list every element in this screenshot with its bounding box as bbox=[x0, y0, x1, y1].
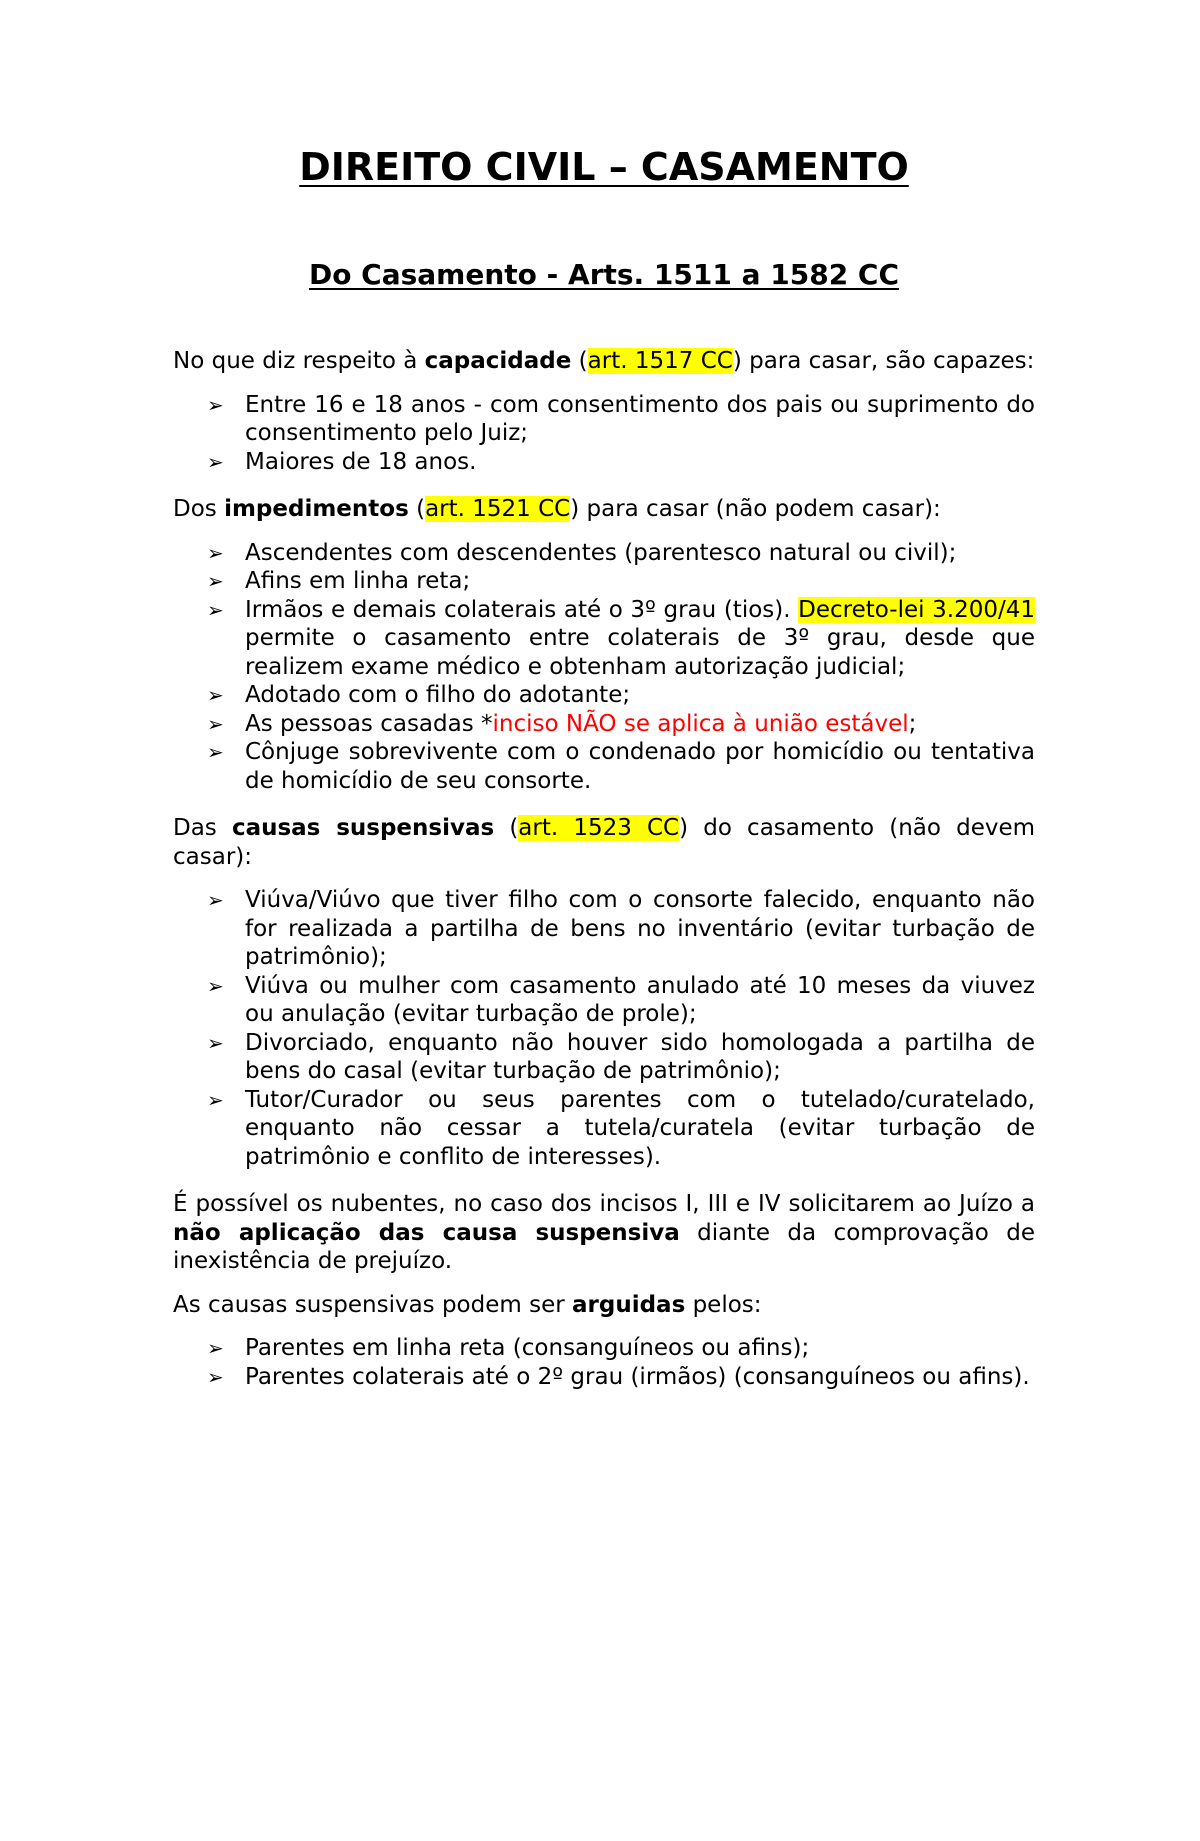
list-item: ➢ Parentes em linha reta (consanguíneos ou afins); bbox=[207, 1335, 810, 1361]
list-item: ➢ Entre 16 e 18 anos - com consentimento dos pais ou suprimento do consentimento pelo Juiz; bbox=[207, 391, 1035, 446]
arrow-bullet-icon: ➢ bbox=[207, 449, 224, 474]
list-item: ➢ Viúva ou mulher com casamento anulado até 10 meses da viuvez ou anulação (evitar turbação de prole); bbox=[207, 972, 1035, 1027]
arrow-bullet-icon: ➢ bbox=[207, 740, 224, 764]
impedimentos-intro: Dos impedimentos (art. 1521 CC) para casar (não podem casar): bbox=[173, 496, 941, 522]
article-ref-highlight: art. 1517 CC bbox=[587, 348, 733, 374]
list-item: ➢ Maiores de 18 anos. bbox=[207, 448, 477, 475]
section-subtitle: Do Casamento - Arts. 1511 a 1582 CC bbox=[308, 258, 900, 291]
suspensivas-intro: Das causas suspensivas (art. 1523 CC) do casamento (não devem casar): bbox=[173, 815, 1036, 870]
arrow-bullet-icon: ➢ bbox=[207, 540, 224, 565]
list-item: ➢ Tutor/Curador ou seus parentes com o tutelado/curatelado, enquanto não cessar a tutela/curatela (evitar turbação de patrimônio e conflito de interesses). bbox=[207, 1086, 1035, 1170]
list-item: ➢ Parentes colaterais até o 2º grau (irmãos) (consanguíneos ou afins). bbox=[207, 1363, 1030, 1390]
list-item: ➢ Irmãos e demais colaterais até o 3º grau (tios). Decreto-lei 3.200/41 permite o casamento entre colaterais de 3º grau, desde que realizem exame médico e obtenham autorização judicial; bbox=[207, 596, 1035, 680]
arrow-bullet-icon: ➢ bbox=[207, 392, 224, 417]
arrow-bullet-icon: ➢ bbox=[207, 711, 224, 736]
list-item: ➢ Ascendentes com descendentes (parentesco natural ou civil); bbox=[207, 539, 957, 566]
suspensivas-term: causas suspensivas bbox=[231, 815, 495, 841]
decree-ref-highlight: Decreto-lei 3.200/41 bbox=[798, 596, 1035, 623]
document-page bbox=[0, 143, 1200, 1841]
arguidas-term: arguidas bbox=[572, 1291, 686, 1318]
nubentes-term: não aplicação das causa suspensiva bbox=[173, 1219, 680, 1246]
article-ref-highlight: art. 1521 CC bbox=[425, 496, 571, 522]
arrow-bullet-icon: ➢ bbox=[207, 1030, 224, 1055]
list-item: ➢ Cônjuge sobrevivente com o condenado por homicídio ou tentativa de homicídio de seu consorte. bbox=[207, 739, 1035, 794]
arrow-bullet-icon: ➢ bbox=[207, 1336, 224, 1360]
arguidas-intro: As causas suspensivas podem ser arguidas pelos: bbox=[173, 1291, 762, 1318]
list-item: ➢ Adotado com o filho do adotante; bbox=[207, 682, 631, 708]
list-item: ➢ Afins em linha reta; bbox=[207, 568, 471, 594]
list-item: ➢ Divorciado, enquanto não houver sido homologada a partilha de bens do casal (evitar turbação de patrimônio); bbox=[207, 1029, 1035, 1084]
arrow-bullet-icon: ➢ bbox=[207, 683, 224, 707]
capacidade-intro: No que diz respeito à capacidade (art. 1517 CC) para casar, são capazes: bbox=[173, 348, 1035, 374]
capacidade-list bbox=[173, 391, 1035, 477]
impedimentos-list bbox=[173, 539, 1035, 796]
list-item: ➢ As pessoas casadas *inciso NÃO se aplica à união estável; bbox=[207, 710, 917, 737]
arrow-bullet-icon: ➢ bbox=[207, 597, 224, 622]
arrow-bullet-icon: ➢ bbox=[207, 1087, 224, 1112]
arrow-bullet-icon: ➢ bbox=[207, 888, 224, 912]
red-note: inciso NÃO se aplica à união estável bbox=[492, 710, 909, 737]
arrow-bullet-icon: ➢ bbox=[207, 1364, 224, 1389]
arguidas-list bbox=[173, 1334, 1035, 1391]
impedimentos-term: impedimentos bbox=[224, 496, 409, 522]
nubentes-paragraph: É possível os nubentes, no caso dos incisos I, III e IV solicitarem ao Juízo a não aplicação das causa suspensiva diante da comprovação de inexistência de prejuízo. bbox=[173, 1191, 1035, 1274]
list-item: ➢ Viúva/Viúvo que tiver filho com o consorte falecido, enquanto não for realizada a partilha de bens no inventário (evitar turbação de patrimônio); bbox=[207, 887, 1035, 970]
capacidade-term: capacidade bbox=[424, 348, 572, 374]
article-ref-highlight: art. 1523 CC bbox=[518, 815, 680, 841]
arrow-bullet-icon: ➢ bbox=[207, 973, 224, 998]
page-title: DIREITO CIVIL – CASAMENTO bbox=[299, 145, 909, 189]
suspensivas-list bbox=[173, 886, 1035, 1171]
arrow-bullet-icon: ➢ bbox=[207, 569, 224, 593]
